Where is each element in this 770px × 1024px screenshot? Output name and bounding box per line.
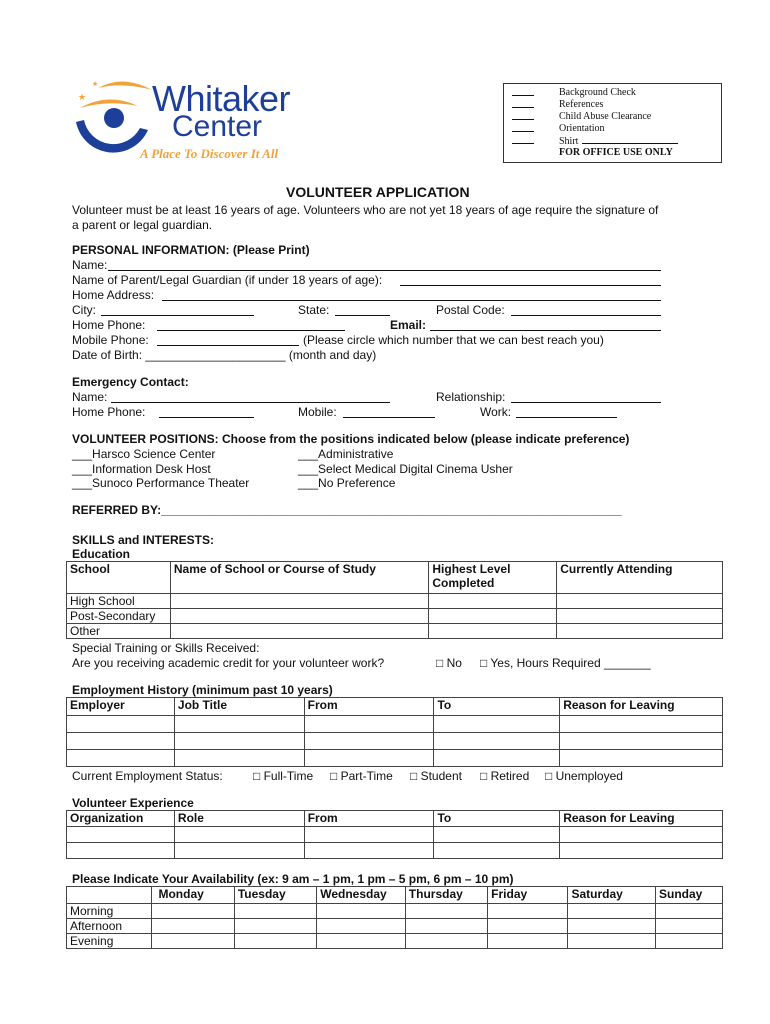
edu-header-attending: Currently Attending [557, 562, 723, 594]
name-field[interactable] [108, 259, 661, 271]
education-heading: Education [72, 547, 131, 561]
edu-header-highest: Highest Level Completed [429, 562, 557, 594]
email-field[interactable] [430, 319, 661, 331]
home-address-field[interactable] [162, 289, 661, 301]
office-item-orientation: Orientation [559, 123, 605, 134]
exp-header-to: To [434, 811, 560, 827]
day-tuesday: Tuesday [234, 887, 316, 904]
status-part-time-checkbox[interactable]: □ Part-Time [330, 769, 393, 783]
availability-heading: Please Indicate Your Availability (ex: 9 am – 1 pm, 1 pm – 5 pm, 6 pm – 10 pm) [72, 872, 514, 886]
volunteer-positions-heading: VOLUNTEER POSITIONS: Choose from the positions indicated below (please indicate preference) [72, 432, 630, 446]
state-field[interactable] [335, 304, 390, 316]
postal-code-label: Postal Code: [436, 303, 505, 317]
edu-row-other: Other [67, 624, 171, 639]
date-of-birth-field[interactable]: Date of Birth: _____________________ (month and day) [72, 348, 377, 362]
day-thursday: Thursday [405, 887, 487, 904]
emergency-name-field[interactable] [111, 391, 390, 403]
emp-header-reason: Reason for Leaving [560, 698, 723, 716]
emergency-mobile-label: Mobile: [298, 405, 337, 419]
exp-header-role: Role [174, 811, 304, 827]
slot-morning: Morning [67, 904, 152, 919]
emergency-home-phone-field[interactable] [159, 406, 254, 418]
city-field[interactable] [101, 304, 254, 316]
parent-name-field[interactable] [400, 274, 661, 286]
office-use-box [503, 83, 722, 163]
name-label: Name: [72, 258, 108, 272]
home-phone-field[interactable] [157, 319, 345, 331]
day-saturday: Saturday [568, 887, 656, 904]
emp-header-from: From [304, 698, 434, 716]
home-phone-label: Home Phone: [72, 318, 146, 332]
day-monday: Monday [152, 887, 234, 904]
edu-row-high-school: High School [67, 594, 171, 609]
emergency-contact-heading: Emergency Contact: [72, 375, 189, 389]
day-wednesday: Wednesday [317, 887, 406, 904]
exp-header-from: From [304, 811, 434, 827]
position-no-preference[interactable]: ___No Preference [298, 476, 396, 490]
employment-history-heading: Employment History (minimum past 10 years) [72, 683, 333, 697]
edu-header-school: School [67, 562, 171, 594]
edu-header-name: Name of School or Course of Study [170, 562, 428, 594]
employment-status-label: Current Employment Status: [72, 769, 223, 783]
exp-header-organization: Organization [67, 811, 175, 827]
academic-credit-no-checkbox[interactable]: □ No [436, 656, 462, 670]
emergency-home-phone-label: Home Phone: [72, 405, 146, 419]
mobile-phone-field[interactable] [157, 334, 299, 346]
volunteer-experience-heading: Volunteer Experience [72, 796, 194, 810]
status-full-time-checkbox[interactable]: □ Full-Time [253, 769, 314, 783]
email-label: Email: [390, 318, 427, 332]
logo-wordmark-whitaker: Whitaker [152, 78, 291, 119]
postal-code-field[interactable] [511, 304, 661, 316]
exp-header-reason: Reason for Leaving [560, 811, 723, 827]
status-retired-checkbox[interactable]: □ Retired [480, 769, 530, 783]
office-item-references: References [559, 99, 604, 110]
emergency-mobile-field[interactable] [343, 406, 435, 418]
special-training-label: Special Training or Skills Received: [72, 641, 260, 655]
intro-text-line2: a parent or legal guardian. [72, 218, 213, 232]
position-harsco[interactable]: ___Harsco Science Center [72, 447, 216, 461]
volunteer-experience-table [66, 810, 723, 859]
city-label: City: [72, 303, 96, 317]
emergency-work-label: Work: [480, 405, 512, 419]
employment-table [66, 697, 723, 767]
day-sunday: Sunday [656, 887, 723, 904]
position-administrative[interactable]: ___Administrative [298, 447, 394, 461]
office-item-child-abuse: Child Abuse Clearance [559, 111, 652, 122]
academic-credit-yes-checkbox[interactable]: □ Yes, Hours Required _______ [480, 656, 651, 670]
emergency-name-label: Name: [72, 390, 108, 404]
slot-afternoon: Afternoon [67, 919, 152, 934]
parent-name-label: Name of Parent/Legal Guardian (if under 18 years of age): [72, 273, 383, 287]
status-unemployed-checkbox[interactable]: □ Unemployed [545, 769, 623, 783]
svg-text:★: ★ [92, 81, 99, 88]
logo-tagline: A Place To Discover It All [140, 146, 279, 161]
referred-by-field[interactable]: REFERRED BY:_____________________________________________________________________ [72, 503, 622, 517]
skills-heading: SKILLS and INTERESTS: [72, 533, 215, 547]
emp-header-job-title: Job Title [174, 698, 304, 716]
status-student-checkbox[interactable]: □ Student [410, 769, 462, 783]
emp-header-to: To [434, 698, 560, 716]
whitaker-center-logo [68, 72, 318, 167]
emp-header-employer: Employer [67, 698, 175, 716]
position-sunoco[interactable]: ___Sunoco Performance Theater [72, 476, 250, 490]
relationship-label: Relationship: [436, 390, 506, 404]
state-label: State: [298, 303, 330, 317]
position-cinema-usher[interactable]: ___Select Medical Digital Cinema Usher [298, 462, 513, 476]
page-title: VOLUNTEER APPLICATION [286, 184, 470, 200]
edu-row-post-secondary: Post-Secondary [67, 609, 171, 624]
mobile-phone-label: Mobile Phone: [72, 333, 149, 347]
office-item-background-check: Background Check [559, 87, 636, 98]
education-table [66, 561, 723, 639]
emergency-work-field[interactable] [516, 406, 617, 418]
position-info-desk[interactable]: ___Information Desk Host [72, 462, 211, 476]
svg-text:★: ★ [78, 92, 87, 102]
availability-table [66, 886, 723, 949]
home-address-label: Home Address: [72, 288, 155, 302]
mobile-phone-note: (Please circle which number that we can best reach you) [303, 333, 604, 347]
day-friday: Friday [488, 887, 568, 904]
slot-evening: Evening [67, 934, 152, 949]
academic-credit-question: Are you receiving academic credit for your volunteer work? [72, 656, 385, 670]
office-use-footer: FOR OFFICE USE ONLY [559, 147, 673, 158]
logo-wordmark-center: Center [172, 110, 263, 143]
relationship-field[interactable] [511, 391, 661, 403]
intro-text-line1: Volunteer must be at least 16 years of age. Volunteers who are not yet 18 years of age require the signature of [72, 203, 659, 217]
office-item-shirt: Shirt [559, 136, 579, 147]
personal-info-heading: PERSONAL INFORMATION: (Please Print) [72, 243, 310, 257]
